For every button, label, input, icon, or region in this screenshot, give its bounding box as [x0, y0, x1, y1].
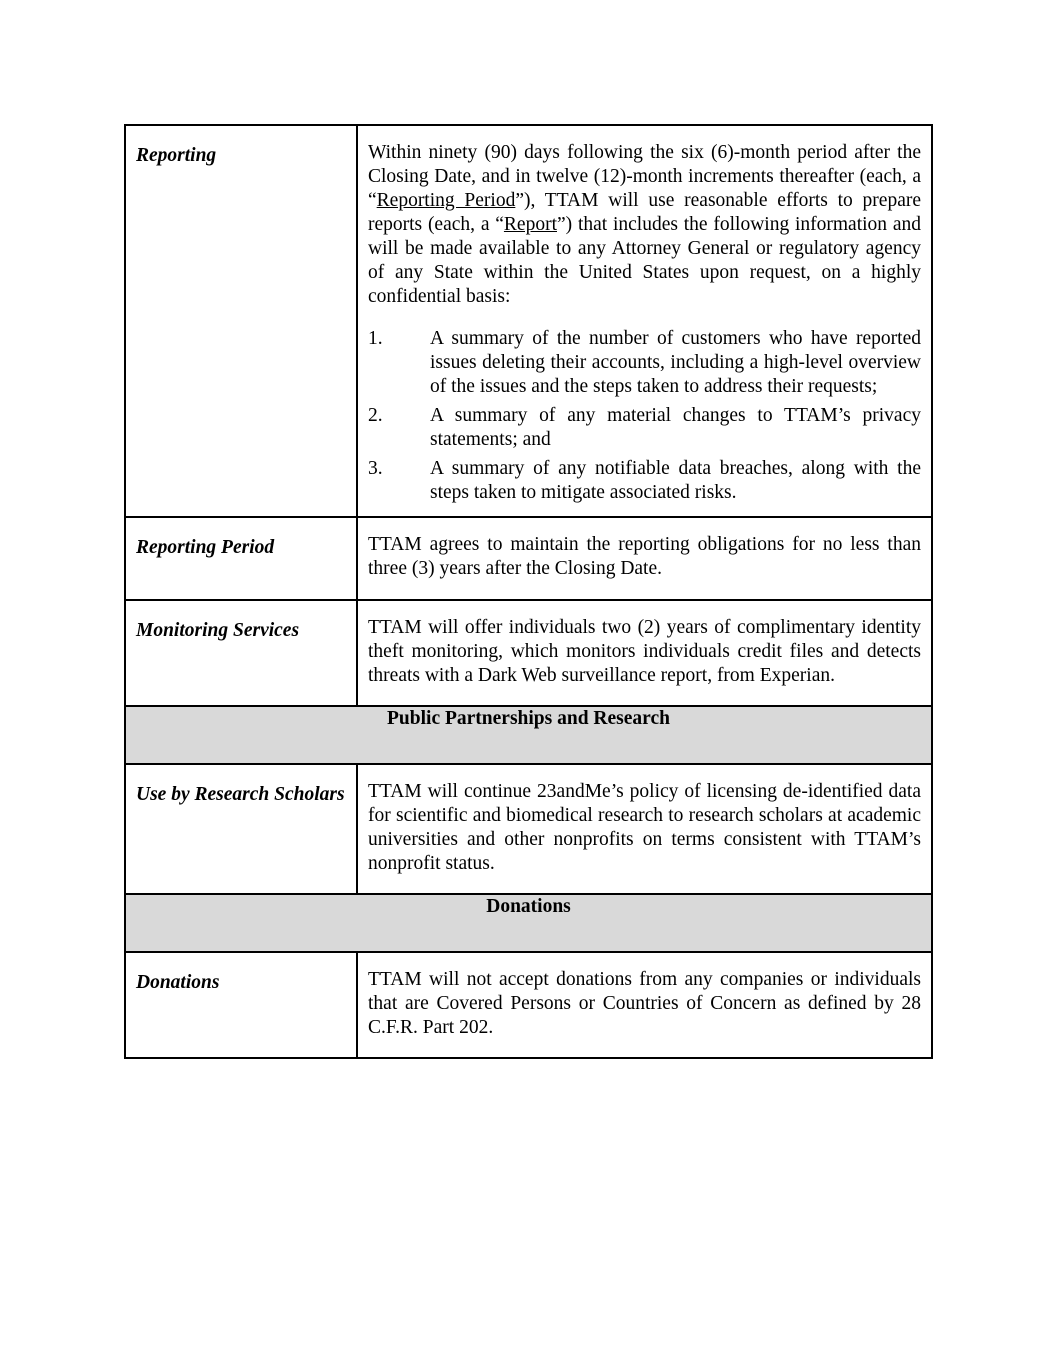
section-header-donations: Donations [125, 894, 932, 952]
row-content: TTAM agrees to maintain the reporting obligations for no less than three (3) years after the Closing Date. [357, 517, 932, 600]
row-content: TTAM will offer individuals two (2) years of complimentary identity theft monitoring, which monitors individuals credit files and detects threats with a Dark Web surveillance report, from Experian. [357, 600, 932, 706]
reporting-items-list [368, 327, 921, 505]
row-label: Reporting Period [125, 517, 357, 600]
table-row-donations [125, 952, 932, 1058]
table-row-monitoring [125, 600, 932, 706]
list-item-number: 2. [368, 405, 383, 426]
row-content: TTAM will not accept donations from any companies or individuals that are Covered Persons or Countries of Concern as defined by 28 C.F.R. Part 202. [357, 952, 932, 1058]
list-item-text: A summary of any material changes to TTAM’s privacy statements; and [430, 405, 921, 450]
list-item-number: 1. [368, 328, 383, 349]
defined-term-reporting-period: Reporting Period [376, 190, 516, 211]
intro-text: ”), TTAM will use reasonable efforts to prepare reports (each, a “ [368, 190, 921, 235]
list-item [368, 327, 921, 399]
intro-text: Within ninety (90) days following the six (6)-month period after the Closing Date, and in twelve (12)-month increments thereafter (each, a “ [368, 142, 921, 211]
section-header-row [125, 706, 932, 764]
list-item-text: A summary of any notifiable data breaches, along with the steps taken to mitigate associated risks. [430, 458, 921, 503]
section-header-research: Public Partnerships and Research [125, 706, 932, 764]
row-label: Reporting [125, 125, 357, 517]
list-item [368, 404, 921, 452]
list-item-number: 3. [368, 458, 383, 479]
reporting-intro [368, 141, 921, 309]
row-label: Use by Research Scholars [125, 764, 357, 894]
row-content [357, 125, 932, 517]
row-label: Donations [125, 952, 357, 1058]
row-label: Monitoring Services [125, 600, 357, 706]
intro-text: ”) that includes the following information and will be made available to any Attorney General or regulatory agency of any State within the United States upon request, on a highly confidential basis: [368, 214, 921, 307]
defined-term-report: Report [503, 214, 557, 235]
table-row-reporting [125, 125, 932, 517]
list-item-text: A summary of the number of customers who have reported issues deleting their accounts, including a high-level overview of the issues and the steps taken to address their requests; [430, 328, 921, 397]
table-row-research [125, 764, 932, 894]
section-header-row [125, 894, 932, 952]
table-row-reporting-period [125, 517, 932, 600]
list-item [368, 457, 921, 505]
row-content: TTAM will continue 23andMe’s policy of licensing de-identified data for scientific and biomedical research to research scholars at academic universities and other nonprofits on terms consistent with TTAM’s nonprofit status. [357, 764, 932, 894]
terms-table [124, 124, 933, 1059]
